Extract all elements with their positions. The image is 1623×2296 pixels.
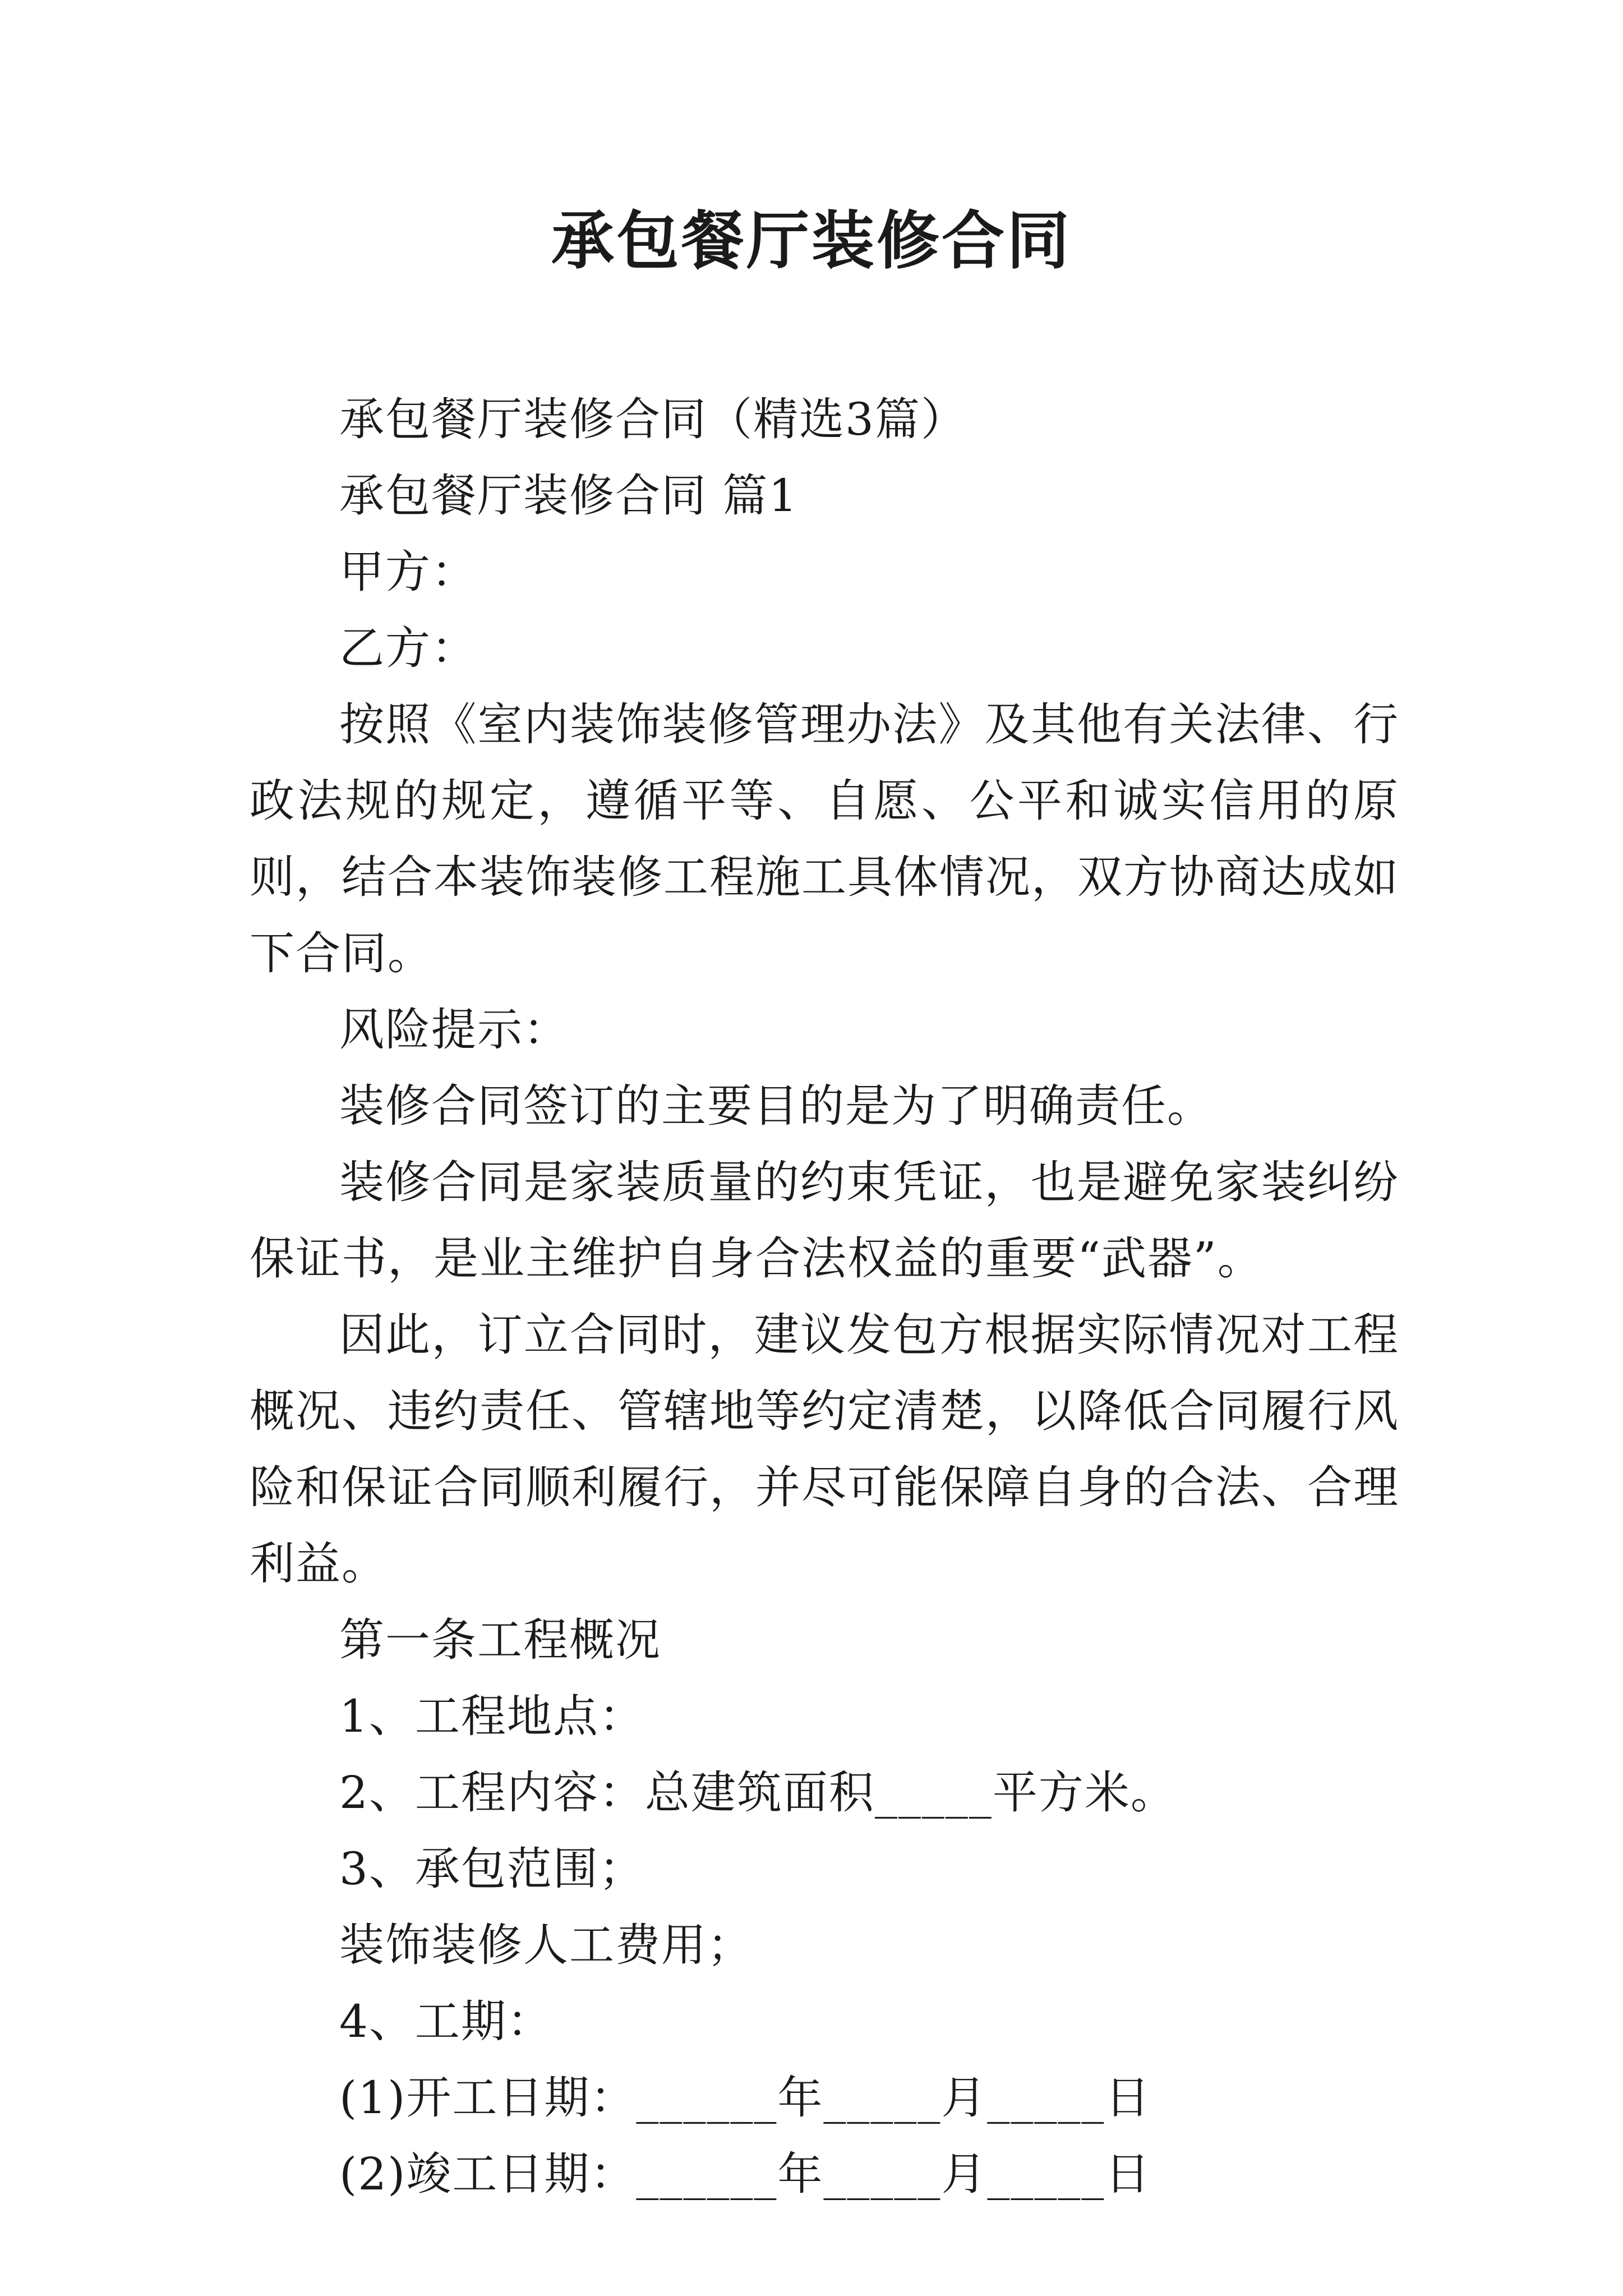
paragraph: 甲方： <box>339 546 477 598</box>
paragraph: 装修合同签订的主要目的是为了明确责任。 <box>339 1080 1213 1132</box>
paragraph: 风险提示： <box>339 1004 569 1056</box>
paragraph: 装修合同是家装质量的约束凭证，也是避免家装纠纷保证书，是业主维护自身合法权益的重要“武器”。 <box>250 1156 1399 1285</box>
document-body <box>250 381 1399 2212</box>
paragraph: 按照《室内装饰装修管理办法》及其他有关法律、行政法规的规定，遵循平等、自愿、公平和诚实信用的原则，结合本装饰装修工程施工具体情况，双方协商达成如下合同。 <box>250 698 1399 979</box>
paragraph: 第一条工程概况 <box>339 1614 661 1666</box>
paragraph: 乙方： <box>339 622 477 674</box>
paragraph: (1)开工日期：______年_____月_____日 <box>339 2072 1151 2124</box>
paragraph: 3、承包范围； <box>339 1843 645 1895</box>
paragraph: 装饰装修人工费用； <box>339 1919 753 1971</box>
paragraph: 1、工程地点： <box>339 1690 645 1742</box>
paragraph: (2)竣工日期：______年_____月_____日 <box>339 2148 1151 2200</box>
paragraph: 4、工期： <box>339 1995 553 2047</box>
paragraph: 2、工程内容：总建筑面积_____平方米。 <box>339 1766 1177 1819</box>
paragraph: 承包餐厅装修合同（精选3篇） <box>339 393 967 445</box>
document-title: 承包餐厅装修合同 <box>551 204 1072 278</box>
paragraph: 承包餐厅装修合同 篇1 <box>339 470 799 522</box>
paragraph: 因此，订立合同时，建议发包方根据实际情况对工程概况、违约责任、管辖地等约定清楚，以降低合同履行风险和保证合同顺利履行，并尽可能保障自身的合法、合理利益。 <box>250 1309 1399 1590</box>
